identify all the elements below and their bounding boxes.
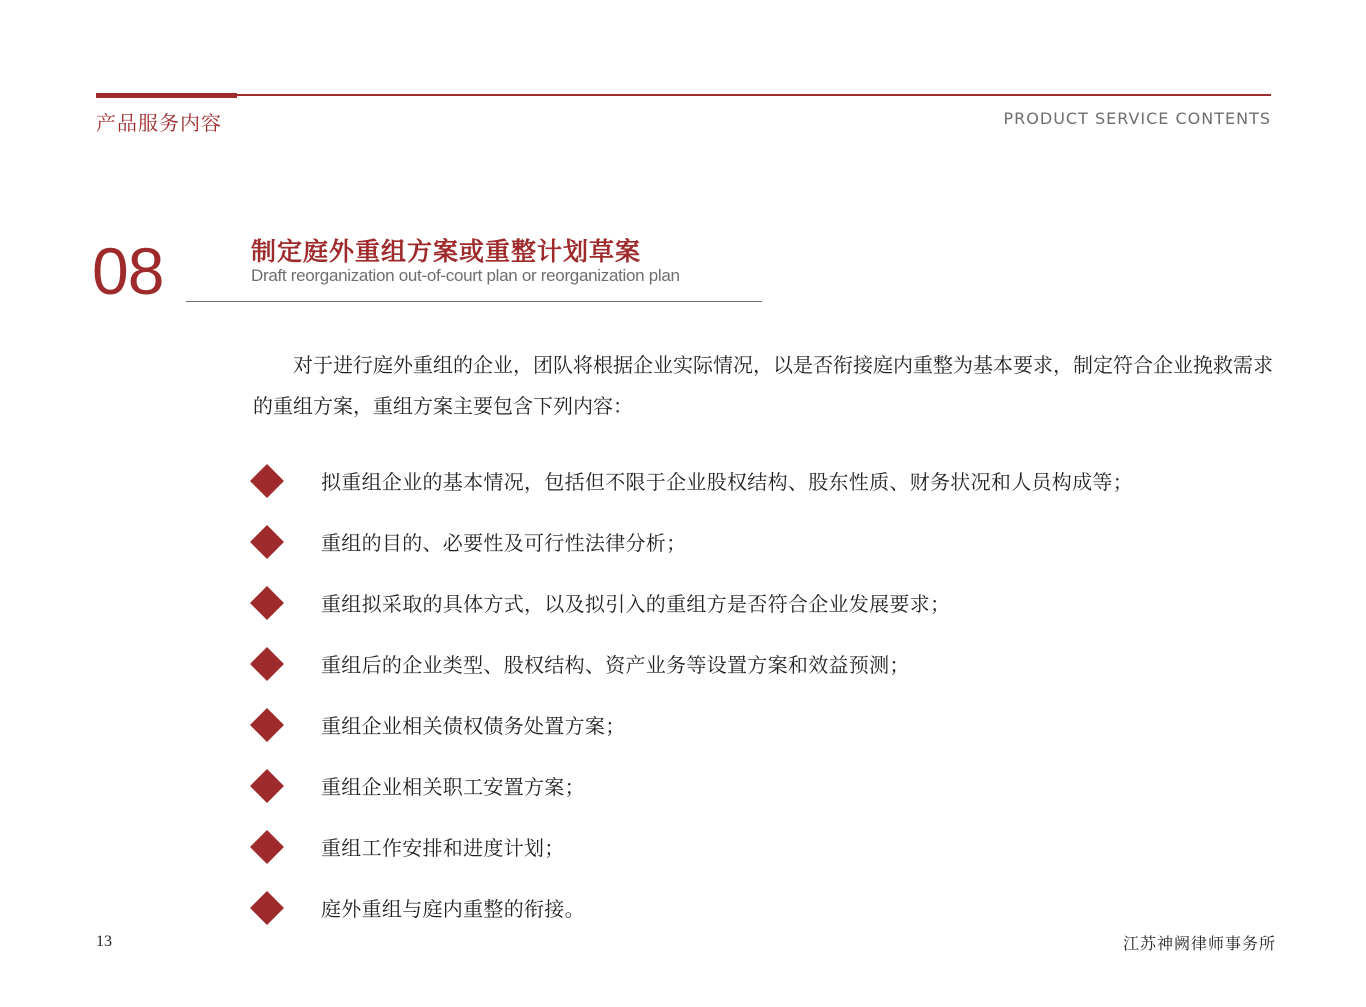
- header-section-label-en: PRODUCT SERVICE CONTENTS: [1003, 109, 1271, 128]
- list-item-text: 重组后的企业类型、股权结构、资产业务等设置方案和效益预测；: [321, 653, 910, 677]
- list-item: [250, 633, 1133, 694]
- list-item-text: 重组拟采取的具体方式，以及拟引入的重组方是否符合企业发展要求；: [321, 592, 951, 616]
- page-number: 13: [96, 933, 112, 950]
- list-item: [250, 755, 1133, 816]
- list-item-text: 重组企业相关债权债务处置方案；: [321, 714, 626, 738]
- diamond-bullet-icon: [250, 708, 284, 742]
- section-title-rule: [186, 301, 762, 302]
- list-item: [250, 572, 1133, 633]
- list-item-text: 庭外重组与庭内重整的衔接。: [321, 897, 585, 921]
- list-item: [250, 877, 1133, 938]
- firm-name: 江苏神阙律师事务所: [1122, 934, 1276, 953]
- list-item-text: 重组工作安排和进度计划；: [321, 836, 565, 860]
- list-item-text: 拟重组企业的基本情况，包括但不限于企业股权结构、股东性质、财务状况和人员构成等；: [321, 470, 1133, 494]
- list-item: [250, 694, 1133, 755]
- list-item: [250, 511, 1133, 572]
- header-rule-accent: [96, 93, 237, 98]
- list-item: [250, 450, 1133, 511]
- diamond-bullet-icon: [250, 891, 284, 925]
- section-title: 制定庭外重组方案或重整计划草案: [251, 237, 642, 266]
- diamond-bullet-icon: [250, 830, 284, 864]
- diamond-bullet-icon: [250, 647, 284, 681]
- section-subtitle: Draft reorganization out-of-court plan or reorganization plan: [251, 266, 680, 285]
- section-number: 08: [92, 234, 164, 308]
- header-rule: [96, 94, 1271, 96]
- diamond-bullet-icon: [250, 464, 284, 498]
- diamond-bullet-icon: [250, 769, 284, 803]
- list-item-text: 重组企业相关职工安置方案；: [321, 775, 585, 799]
- diamond-bullet-icon: [250, 525, 284, 559]
- intro-paragraph: 对于进行庭外重组的企业，团队将根据企业实际情况，以是否衔接庭内重整为基本要求，制定符合企业挽救需求的重组方案，重组方案主要包含下列内容：: [253, 353, 1273, 418]
- list-item: [250, 816, 1133, 877]
- list-item-text: 重组的目的、必要性及可行性法律分析；: [321, 531, 687, 555]
- content-list: [250, 450, 1133, 938]
- diamond-bullet-icon: [250, 586, 284, 620]
- header-section-label: 产品服务内容: [96, 111, 222, 135]
